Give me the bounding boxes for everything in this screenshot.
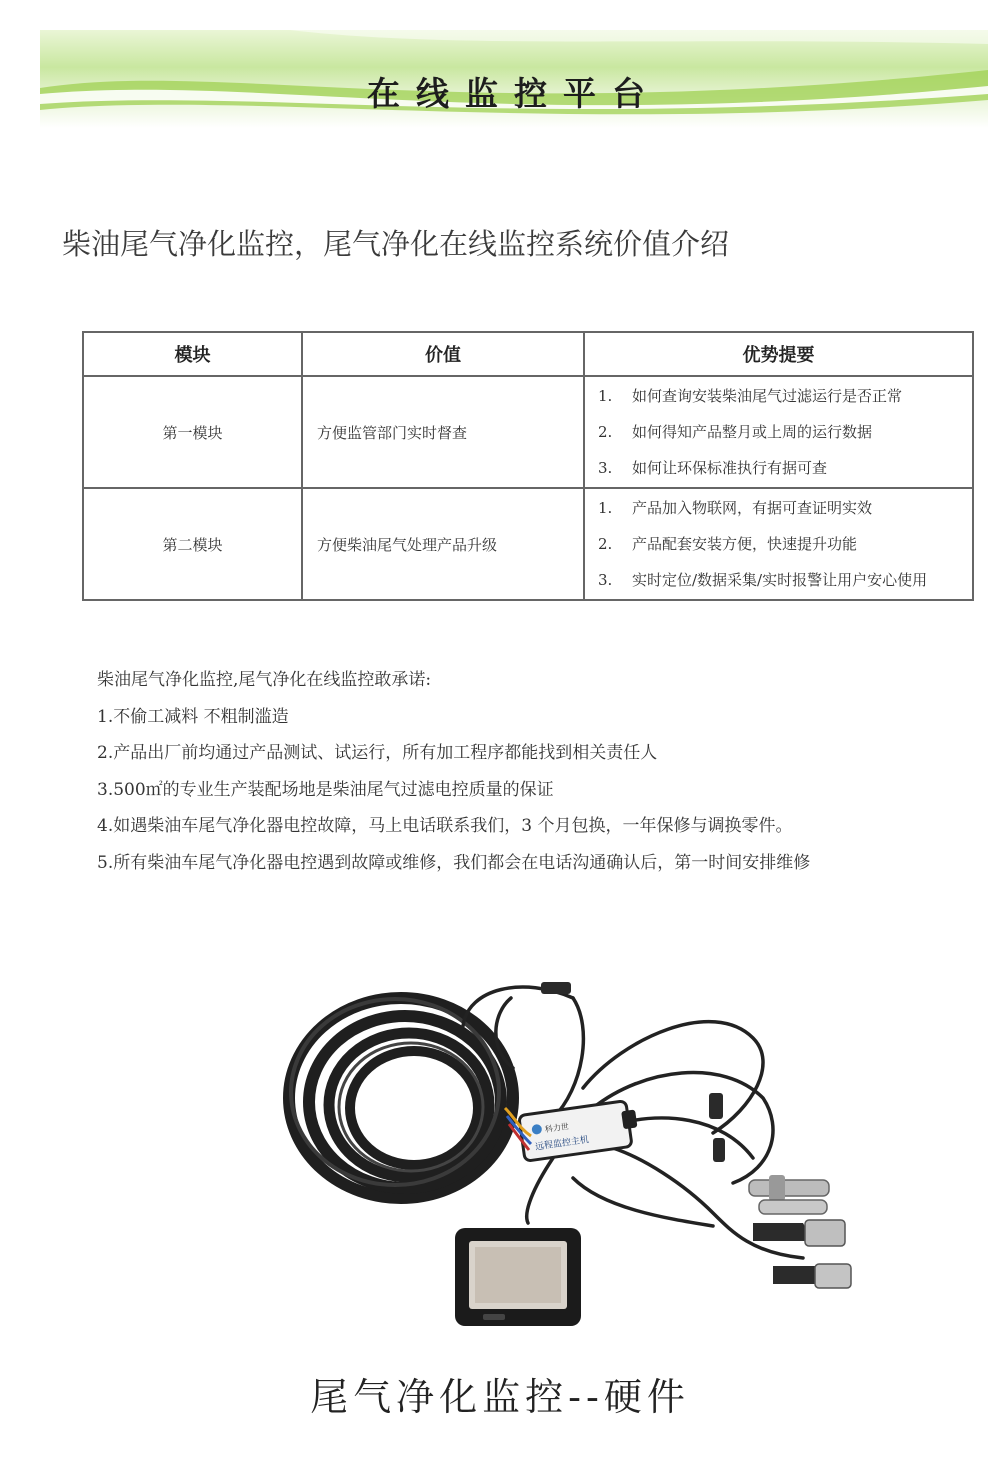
header-value: 价值 — [302, 332, 584, 376]
advantage-number: 2. — [598, 423, 613, 441]
page-subtitle: 柴油尾气净化监控，尾气净化在线监控系统价值介绍 — [62, 227, 730, 261]
value-cell: 方便监管部门实时督查 — [302, 376, 584, 488]
advantage-text: 如何查询安装柴油尾气过滤运行是否正常 — [632, 387, 903, 405]
commitment-item: 5.所有柴油车尾气净化器电控遇到故障或维修，我们都会在电话沟通确认后，第一时间安排维修 — [97, 852, 811, 873]
control-box-label: 远程监控主机 — [534, 1135, 590, 1153]
table-row — [83, 488, 973, 600]
advantages-cell — [584, 376, 973, 488]
advantage-item — [598, 450, 971, 486]
advantage-number: 1. — [598, 387, 613, 405]
cable-coil — [289, 998, 513, 1198]
advantage-number: 1. — [598, 499, 613, 517]
module-cell: 第一模块 — [83, 376, 302, 488]
table-header-row — [83, 332, 973, 376]
advantage-item — [598, 414, 971, 450]
commitment-item: 2.产品出厂前均通过产品测试、试运行，所有加工程序都能找到相关责任人 — [97, 743, 658, 763]
value-table — [82, 331, 974, 601]
advantage-number: 3. — [598, 459, 613, 477]
title-banner — [40, 30, 988, 128]
advantage-text: 如何让环保标准执行有据可查 — [632, 459, 828, 477]
commitment-item: 3.500㎡的专业生产装配场地是柴油尾气过滤电控质量的保证 — [97, 779, 554, 800]
advantage-item — [598, 526, 971, 562]
module-cell: 第二模块 — [83, 488, 302, 600]
commitment-section — [97, 662, 810, 881]
hardware-image — [283, 968, 858, 1338]
advantage-item — [598, 562, 971, 598]
advantage-text: 如何得知产品整月或上周的运行数据 — [632, 423, 873, 441]
hardware-caption: 尾气净化监控--硬件 — [310, 1375, 690, 1419]
advantages-cell — [584, 488, 973, 600]
table-row — [83, 376, 973, 488]
advantage-number: 2. — [598, 535, 613, 553]
advantage-number: 3. — [598, 571, 613, 589]
commitment-item: 4.如遇柴油车尾气净化器电控故障，马上电话联系我们，3 个月包换，一年保修与调换零件。 — [97, 816, 793, 836]
advantage-text: 实时定位/数据采集/实时报警让用户安心使用 — [632, 571, 928, 589]
advantage-item — [598, 490, 971, 526]
header-module: 模块 — [83, 332, 302, 376]
header-advantages: 优势提要 — [584, 332, 973, 376]
advantage-text: 产品加入物联网，有据可查证明实效 — [632, 499, 873, 517]
banner-title: 在线监控平台 — [367, 74, 661, 113]
sensor-probes — [749, 1175, 851, 1288]
advantage-text: 产品配套安装方便，快速提升功能 — [632, 535, 858, 553]
commitment-heading: 柴油尾气净化监控,尾气净化在线监控敢承诺: — [97, 670, 432, 690]
display-terminal — [455, 1228, 581, 1326]
commitment-item: 1.不偷工减料 不粗制滥造 — [97, 706, 289, 727]
advantage-item — [598, 378, 971, 414]
value-cell: 方便柴油尾气处理产品升级 — [302, 488, 584, 600]
svg-text:科力世: 科力世 — [544, 1121, 570, 1135]
